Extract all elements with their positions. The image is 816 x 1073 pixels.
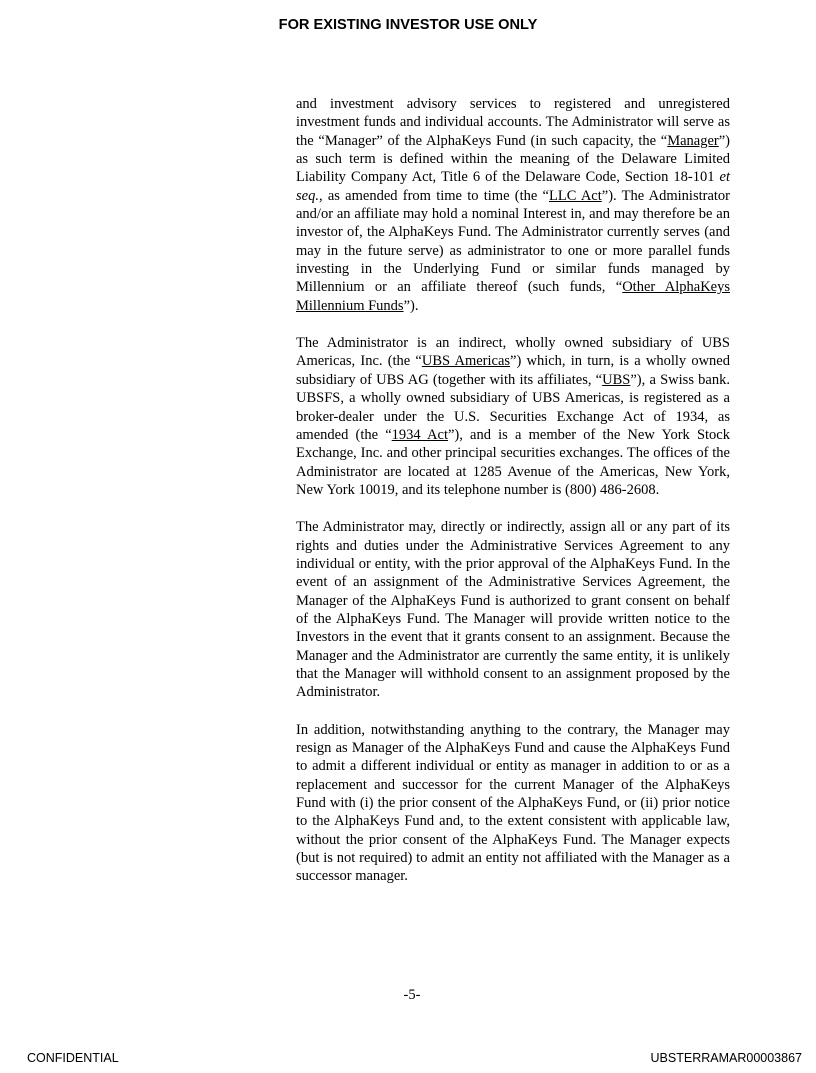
defined-term-ubs: UBS: [602, 371, 631, 388]
defined-term-llc-act: LLC Act: [548, 187, 602, 204]
italic-et-seq: et seq.: [296, 169, 730, 204]
defined-term-manager: Manager: [667, 132, 719, 149]
defined-term-ubs-americas: UBS Americas: [421, 353, 511, 370]
page-header: FOR EXISTING INVESTOR USE ONLY: [278, 17, 538, 33]
document-body: [296, 95, 730, 905]
paragraph-assignment: The Administrator may, directly or indirectly, assign all or any part of its rights and duties under the Administrative Services Agreement to any individual or entity, with the prior approval of the AlphaKeys Fund. In the event of an assignment of the Administrative Services Agreement, the Manager of the AlphaKeys Fund is authorized to grant consent on behalf of the AlphaKeys Fund. The Manager will provide written notice to the Investors in the event that it grants consent to an assignment. Because the Manager and the Administrator are currently the same entity, it is unlikely that the Manager will withhold consent to an assignment proposed by the Administrator.: [296, 519, 730, 701]
paragraph-resignation: In addition, notwithstanding anything to the contrary, the Manager may resign as Manager of the AlphaKeys Fund and cause the AlphaKeys Fund to admit a different individual or entity as manager in addition to or as a replacement and successor for the current Manager of the AlphaKeys Fund with (i) the prior consent of the AlphaKeys Fund, or (ii) prior notice to the AlphaKeys Fund and, to the extent consistent with applicable law, without the prior consent of the AlphaKeys Fund. The Manager expects (but is not required) to admit an entity not affiliated with the Manager as a successor manager.: [296, 721, 730, 885]
paragraph-manager: and investment advisory services to registered and unregistered investment funds and individual accounts. The Administrator will serve as the “Manager” of the AlphaKeys Fund (in such capacity, the “Manager”) as such term is defined within the meaning of the Delaware Limited Liability Company Act, Title 6 of the Delaware Code, Section 18-101 et seq., as amended from time to time (the “LLC Act”). The Administrator and/or an affiliate may hold a nominal Interest in, and may therefore be an investor of, the AlphaKeys Fund. The Administrator currently serves (and may in the future serve) as administrator to one or more parallel funds investing in the Underlying Fund or similar funds managed by Millennium or an affiliate thereof (such funds, “Other AlphaKeys Millennium Funds”).: [296, 96, 730, 314]
defined-term-other-funds: Other AlphaKeys Millennium Funds: [296, 279, 730, 314]
paragraph-ubs: The Administrator is an indirect, wholly owned subsidiary of UBS Americas, Inc. (the “UBS Americas”) which, in turn, is a wholly owned subsidiary of UBS AG (together with its affiliates, “UBS”), a Swiss bank. UBSFS, a wholly owned subsidiary of UBS Americas, is registered as a broker-dealer under the U.S. Securities Exchange Act of 1934, as amended (the “1934 Act”), and is a member of the New York Stock Exchange, Inc. and other principal securities exchanges. The offices of the Administrator are located at 1285 Avenue of the Americas, New York, New York 10019, and its telephone number is (800) 486-2608.: [296, 335, 730, 498]
footer-confidential: CONFIDENTIAL: [27, 1051, 119, 1065]
defined-term-1934-act: 1934 Act: [391, 426, 448, 443]
page-number: -5-: [403, 987, 421, 1003]
footer-bates-number: UBSTERRAMAR00003867: [650, 1051, 802, 1065]
